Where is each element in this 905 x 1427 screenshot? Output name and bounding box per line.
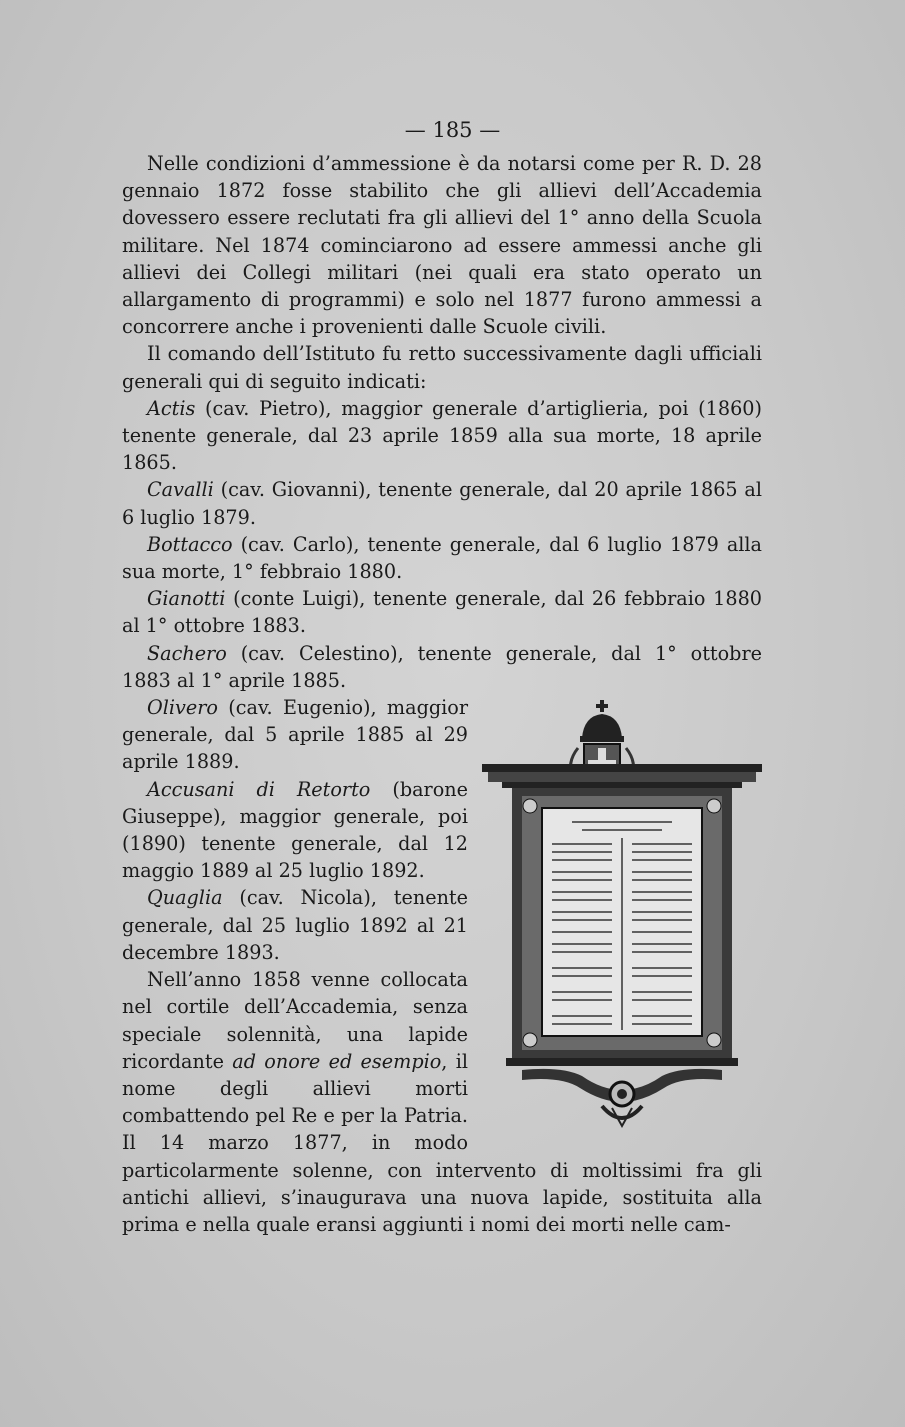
commander-entry (122, 395, 762, 477)
paragraph-admission: Nelle condizioni d’ammessione è da notarsi come per R. D. 28 gennaio 1872 fosse stabilito che gli allievi dell’Accademia dovessero essere reclutati fra gli allievi del 1° anno della Scuola militare. Nel 1874 cominciarono ad essere ammessi anche gli allievi dei Collegi militari (nei quali era stato operato un allargamento di programmi) e solo nel 1877 furono ammessi a concorrere anche i provenienti dalle Scuole civili. (122, 152, 762, 339)
commander-name: Gianotti (147, 587, 226, 611)
commander-details: (cav. Pietro), maggior generale d’artiglieria, poi (1860) tenente generale, dal 23 aprile 1859 alla sua morte, 18 aprile 1865. (122, 396, 762, 475)
commander-entry (122, 531, 762, 585)
plaque-engraving-icon (482, 698, 762, 1130)
paragraph-commanders-intro: Il comando dell’Istituto fu retto successivamente dagli ufficiali generali qui di seguito indicati: (122, 342, 762, 393)
commander-details: (cav. Giovanni), tenente generale, dal 20 aprile 1865 al 6 luglio 1879. (122, 478, 762, 529)
commander-details: (cav. Eugenio), maggior generale, dal 5 aprile 1885 al 29 aprile 1889. (122, 696, 468, 774)
commander-name: Accusani di Retorto (147, 777, 371, 801)
commander-name: Cavalli (147, 478, 214, 502)
memorial-text-start: Nell’anno 1858 venne collocata nel cortile dell’Accademia, senza speciale solennità, una lapide ricordante (122, 968, 468, 1073)
page-number: — 185 — (404, 118, 501, 142)
commander-details: (cav. Nicola), tenente generale, dal 25 luglio 1892 al 21 decembre 1893. (122, 886, 468, 964)
memorial-motto: ad onore ed esempio (232, 1049, 442, 1073)
commander-entry (122, 476, 762, 530)
commander-name: Actis (147, 396, 196, 420)
memorial-plaque-illustration (482, 698, 762, 1130)
commander-details: (conte Luigi), tenente generale, dal 26 febbraio 1880 al 1° ottobre 1883. (122, 587, 762, 638)
body-text (122, 150, 762, 1238)
commander-name: Quaglia (147, 886, 223, 910)
commander-details: (cav. Celestino), tenente generale, dal 1° ottobre 1883 al 1° aprile 1885. (122, 641, 762, 692)
memorial-text-end: , il nome degli allievi morti combattendo pel Re e per la Patria. Il 14 marzo 1877, in modo particolarmente solenne, con intervento di moltissimi fra gli antichi allievi, s’inaugurava una nuova lapide, sostituita alla prima e nella quale eransi aggiunti i nomi dei morti nelle cam- (122, 1049, 762, 1236)
commander-entry (122, 640, 762, 694)
commander-entry (122, 585, 762, 639)
commander-details: (barone Giuseppe), maggior generale, poi (1890) tenente generale, dal 12 maggio 1889 al 25 luglio 1892. (122, 777, 468, 883)
commander-details: (cav. Carlo), tenente generale, dal 6 luglio 1879 alla sua morte, 1° febbraio 1880. (122, 532, 762, 584)
commander-name: Sachero (147, 641, 227, 665)
commander-name: Bottacco (147, 532, 233, 556)
commander-name: Olivero (147, 696, 218, 720)
